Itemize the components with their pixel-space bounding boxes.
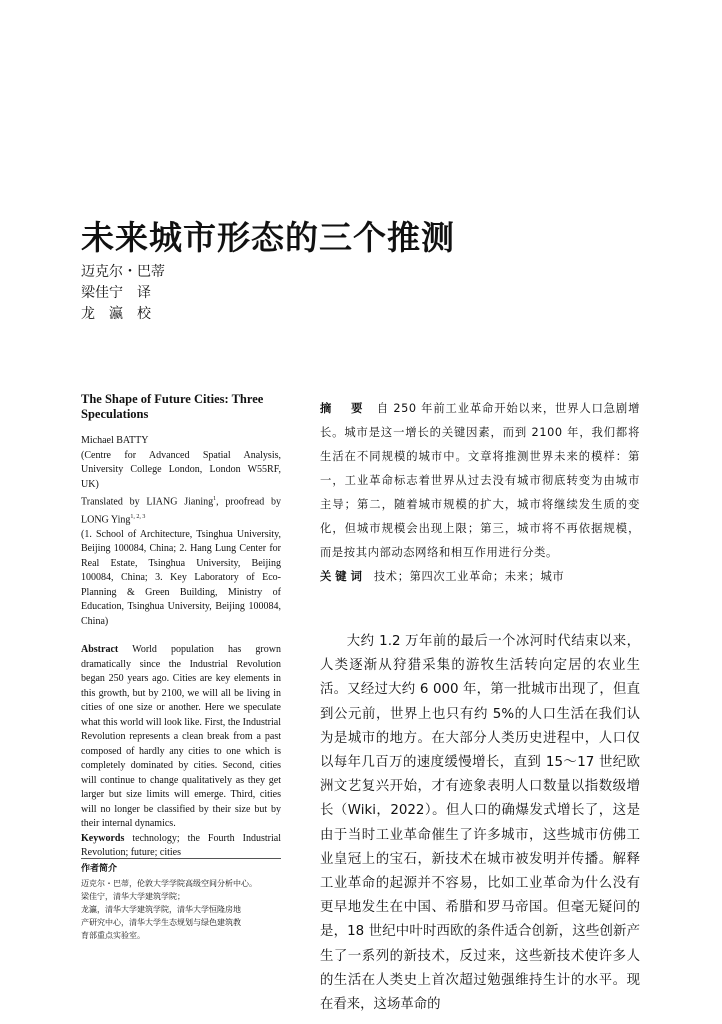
proofread-by: , proofread by LONG Ying	[81, 496, 282, 526]
author-note-line: 育部重点实验室。	[81, 931, 145, 940]
english-institutions: (1. School of Architecture, Tsinghua University, Beijing 100084, China; 2. Hang Lung Center for Real Estate, Tsinghua University, Beijing 100084, China; 3. Key Laboratory of Eco-Planning & Green Building, Ministry of Education, Tsinghua University, Beijing 100084, China)	[81, 528, 281, 627]
chinese-keywords	[320, 565, 640, 589]
chinese-keywords-text: 技术；第四次工业革命；未来；城市	[373, 570, 565, 583]
abstract-label: Abstract	[81, 644, 119, 656]
english-author: Michael BATTY	[81, 435, 149, 446]
keywords-label: Keywords	[81, 832, 125, 844]
translator-sup: 1	[213, 496, 217, 502]
chinese-keywords-label: 关键词	[320, 570, 366, 583]
keywords-text: technology; the Fourth Industrial Revolution; future; cities	[81, 832, 281, 859]
page-title: 未来城市形态的三个推测	[81, 218, 455, 257]
author-note-line: 产研究中心，清华大学生态规划与绿色建筑教	[81, 918, 241, 927]
chinese-abstract	[320, 397, 640, 565]
credit-translator: 梁佳宁 译	[81, 285, 151, 301]
author-notes-heading: 作者简介	[81, 864, 118, 874]
author-note-line: 迈克尔・巴蒂，伦敦大学学院高级空间分析中心。	[81, 879, 257, 888]
proofreader-sup: 1, 2, 3	[130, 513, 146, 520]
chinese-abstract-text: 自 250 年前工业革命开始以来，世界人口急剧增长。城市是这一增长的关键因素，而到 2100 年，我们都将生活在不同规模的城市中。文章将推测世界未来的模样：第一，工业革命标志着世界从过去没有城市彻底转变为由城市主导；第二，随着城市规模的扩大，城市将继续发生质的变化，但城市规模会出现上限；第三，城市将不再依据规模，而是按其内部动态网络和相互作用进行分类。	[320, 402, 640, 559]
translated-by: Translated by LIANG Jianing	[81, 496, 214, 508]
author-note-line: 梁佳宁，清华大学建筑学院；	[81, 892, 185, 901]
abstract-text: World population has grown dramatically since the Industrial Revolution began 250 years ago. Cities are key elements in this growth, but by 2100, we will all be living in cities of one size or another. Here we speculate what this world will look like. First, the Industrial Revolution represents a clean break from a past composed of hardly any cities to one which is completely dominated by cities. Second, cities will continue to change qualitatively as they get larger but size limits will emerge. Third, cities will no longer be classified by their size but by their internal dynamics.	[81, 644, 281, 830]
translation-credit	[81, 492, 281, 528]
credit-proofreader: 龙 瀛 校	[81, 306, 151, 322]
english-affiliation: (Centre for Advanced Spatial Analysis, University College London, London W55RF, UK)	[81, 449, 281, 490]
credit-author: 迈克尔・巴蒂	[81, 264, 165, 280]
author-note-line: 龙瀛，清华大学建筑学院，清华大学恒隆房地	[81, 905, 241, 914]
chinese-body-text: 大约 1.2 万年前的最后一个冰河时代结束以来，人类逐渐从狩猎采集的游牧生活转向定居的农业生活。又经过大约 6 000 年，第一批城市出现了，但直到公元前，世界上也只有约 5%的人口生活在我们认为是城市的地方。在大部分人类历史进程中，人口仅以每年几百万的速度缓慢增长，直到 15～17 世纪欧洲文艺复兴开始，才有迹象表明人口数量以指数级增长（Wiki，2022）。但人口的确爆发式增长了，这是由于当时工业革命催生了许多城市，这些城市仿佛工业皇冠上的宝石，新技术在城市被发明并传播。解释工业革命的起源并不容易，比如工业革命为什么没有更早地发生在中国、希腊和罗马帝国。但毫无疑问的是，18 世纪中叶时西欧的条件适合创新，这些创新产生了一系列的新技术，反过来，这些新技术使许多人的生活在人类史上首次超过勉强维持生计的水平。现在看来，这场革命的	[320, 634, 640, 1013]
english-keywords	[81, 832, 281, 861]
chinese-abstract-label: 摘 要	[320, 402, 367, 415]
english-column	[81, 392, 281, 861]
credits-block	[81, 262, 165, 325]
english-title: The Shape of Future Cities: Three Speculations	[81, 392, 264, 421]
english-abstract	[81, 643, 281, 832]
author-notes	[81, 858, 281, 942]
chinese-abstract-block	[320, 397, 640, 589]
english-author-block	[81, 434, 281, 629]
